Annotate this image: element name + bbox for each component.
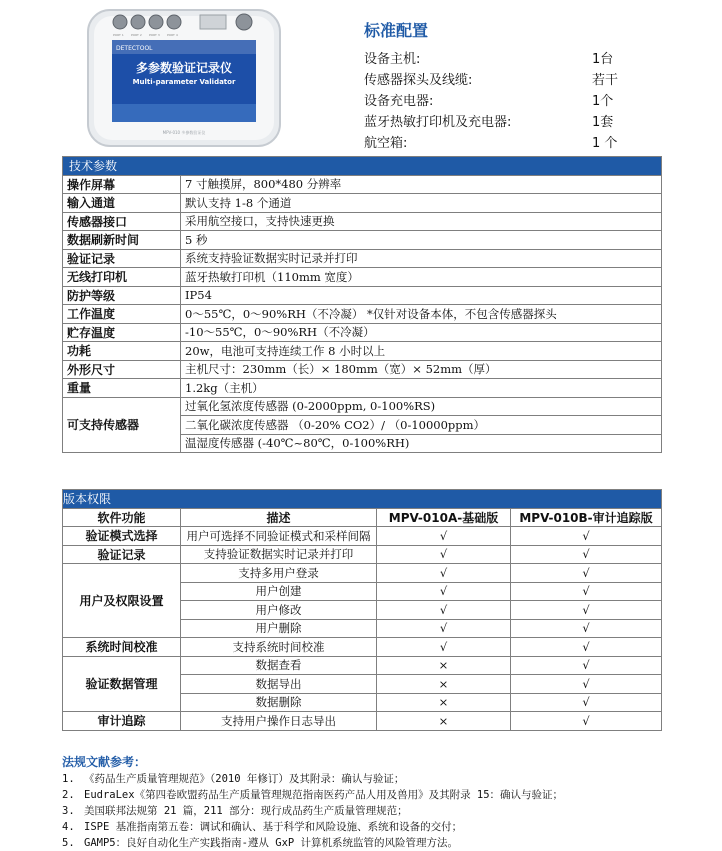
table-cell: √ [511,712,662,731]
table-cell: 系统时间校准 [63,638,181,657]
table-cell: √ [377,601,511,620]
table-cell: √ [511,693,662,712]
table-cell: 审计追踪 [63,712,181,731]
version-table-title: 版本权限 [63,490,662,509]
table-row [63,175,662,194]
table-cell: MPV-010B-审计追踪版 [511,508,662,527]
table-row [63,397,662,416]
brand-label: DETECTOOL [116,45,153,52]
device-subtitle: MPV-010 多参数验证仪 [162,130,206,135]
table-cell: × [377,656,511,675]
table-row [63,656,662,675]
table-cell: 0～55℃，0～90%RH（不冷凝） *仅针对设备本体，不包含传感器探头 [181,305,662,324]
table-cell: √ [511,656,662,675]
table-cell: √ [511,564,662,583]
table-cell: × [377,712,511,731]
table-cell: 用户修改 [181,601,377,620]
table-cell: √ [511,545,662,564]
table-cell: 用户创建 [181,582,377,601]
table-cell: 系统支持验证数据实时记录并打印 [181,249,662,268]
svg-text:PORT 2: PORT 2 [131,33,142,37]
port-2-icon [131,15,145,29]
table-cell: × [377,693,511,712]
device-image [86,6,282,148]
config-item: 蓝牙热敏打印机及充电器: 1套 [364,115,614,130]
table-cell: √ [511,619,662,638]
table-cell: 20w，电池可支持连续工作 8 小时以上 [181,342,662,361]
version-table [62,489,662,731]
table-cell: √ [511,638,662,657]
table-cell: 用户及权限设置 [63,564,181,638]
table-cell: 功耗 [63,342,181,361]
tech-spec-table [62,156,662,453]
table-cell: 支持验证数据实时记录并打印 [181,545,377,564]
table-cell: 支持用户操作日志导出 [181,712,377,731]
reference-item: 2. EudraLex《第四卷欧盟药品生产质量管理规范指南医药产品人用及兽用》及其附录 15：确认与验证； [62,789,564,801]
config-item: 设备充电器: 1个 [364,94,614,109]
table-cell: √ [377,638,511,657]
table-cell: 二氧化碳浓度传感器 （0-20% CO2）/ （0-10000ppm） [181,416,662,435]
table-row [63,545,662,564]
table-cell: 支持多用户登录 [181,564,377,583]
device-title-cn: 多参数验证记录仪 [135,61,233,75]
table-cell: 可支持传感器 [63,397,181,453]
table-cell: 蓝牙热敏打印机（110mm 宽度） [181,268,662,287]
table-cell: 用户可选择不同验证模式和采样间隔 [181,527,377,546]
config-item: 传感器探头及线缆: 若干 [364,73,619,88]
table-cell: 5 秒 [181,231,662,250]
table-cell: 数据删除 [181,693,377,712]
table-row [63,360,662,379]
table-cell: 用户删除 [181,619,377,638]
table-header-row [63,508,662,527]
table-cell: 采用航空接口，支持快速更换 [181,212,662,231]
table-row [63,342,662,361]
references-title: 法规文献参考： [62,755,147,769]
table-cell: 1.2kg（主机） [181,379,662,398]
config-title: 标准配置 [364,21,429,40]
table-cell: 操作屏幕 [63,175,181,194]
reference-item: 4. ISPE 基准指南第五卷：调试和确认、基于科学和风险设施、系统和设备的交付； [62,821,463,833]
table-cell: 软件功能 [63,508,181,527]
table-cell: 验证记录 [63,249,181,268]
table-cell: √ [377,527,511,546]
table-row [63,638,662,657]
port-4-icon [167,15,181,29]
port-3-icon [149,15,163,29]
table-cell: 验证数据管理 [63,656,181,712]
port-1-icon [113,15,127,29]
table-cell: 贮存温度 [63,323,181,342]
table-cell: 防护等级 [63,286,181,305]
table-cell: √ [511,675,662,694]
table-cell: 支持系统时间校准 [181,638,377,657]
svg-text:PORT 1: PORT 1 [113,33,124,37]
config-item: 航空箱: 1 个 [364,136,618,151]
power-button-icon [236,14,252,30]
table-cell: √ [377,619,511,638]
table-cell: 输入通道 [63,194,181,213]
table-cell: 外形尺寸 [63,360,181,379]
table-cell: 传感器接口 [63,212,181,231]
table-row [63,527,662,546]
table-cell: MPV-010A-基础版 [377,508,511,527]
table-cell: √ [511,582,662,601]
table-cell: 验证记录 [63,545,181,564]
config-item: 设备主机: 1台 [364,52,614,67]
table-cell: 主机尺寸：230mm（长）× 180mm（宽）× 52mm（厚） [181,360,662,379]
table-cell: √ [511,527,662,546]
table-cell: 过氧化氢浓度传感器 (0-2000ppm, 0-100%RS) [181,397,662,416]
table-row [63,231,662,250]
table-row [63,286,662,305]
svg-text:PORT 3: PORT 3 [149,33,160,37]
table-row [63,564,662,583]
table-cell: 验证模式选择 [63,527,181,546]
table-cell: √ [377,582,511,601]
reference-item: 1. 《药品生产质量管理规范》（2010 年修订）及其附录：确认与验证； [62,773,405,785]
table-cell: √ [377,545,511,564]
svg-text:PORT 4: PORT 4 [167,33,178,37]
table-cell: 数据导出 [181,675,377,694]
table-cell: -10～55℃，0～90%RH（不冷凝） [181,323,662,342]
table-cell: 7 寸触摸屏，800*480 分辨率 [181,175,662,194]
table-cell: 数据刷新时间 [63,231,181,250]
table-row [63,249,662,268]
table-cell: 重量 [63,379,181,398]
table-cell: × [377,675,511,694]
table-cell: 工作温度 [63,305,181,324]
tech-table-title: 技术参数 [63,157,662,176]
table-row [63,194,662,213]
table-row [63,712,662,731]
table-row [63,268,662,287]
reference-item: 3. 美国联邦法规第 21 篇，211 部分：现行成品药生产质量管理规范； [62,805,408,817]
table-cell: 描述 [181,508,377,527]
table-row [63,212,662,231]
table-cell: 默认支持 1-8 个通道 [181,194,662,213]
table-cell: 数据查看 [181,656,377,675]
reference-item: 5. GAMP5：良好自动化生产实践指南-遵从 GxP 计算机系统监管的风险管理方法。 [62,837,459,849]
table-cell: 无线打印机 [63,268,181,287]
device-title-en: Multi-parameter Validator [132,78,236,86]
table-cell: IP54 [181,286,662,305]
table-row [63,323,662,342]
table-cell: √ [377,564,511,583]
table-row [63,379,662,398]
table-cell: √ [511,601,662,620]
table-row [63,305,662,324]
table-cell: 温湿度传感器 (-40℃~80℃，0-100%RH) [181,434,662,453]
